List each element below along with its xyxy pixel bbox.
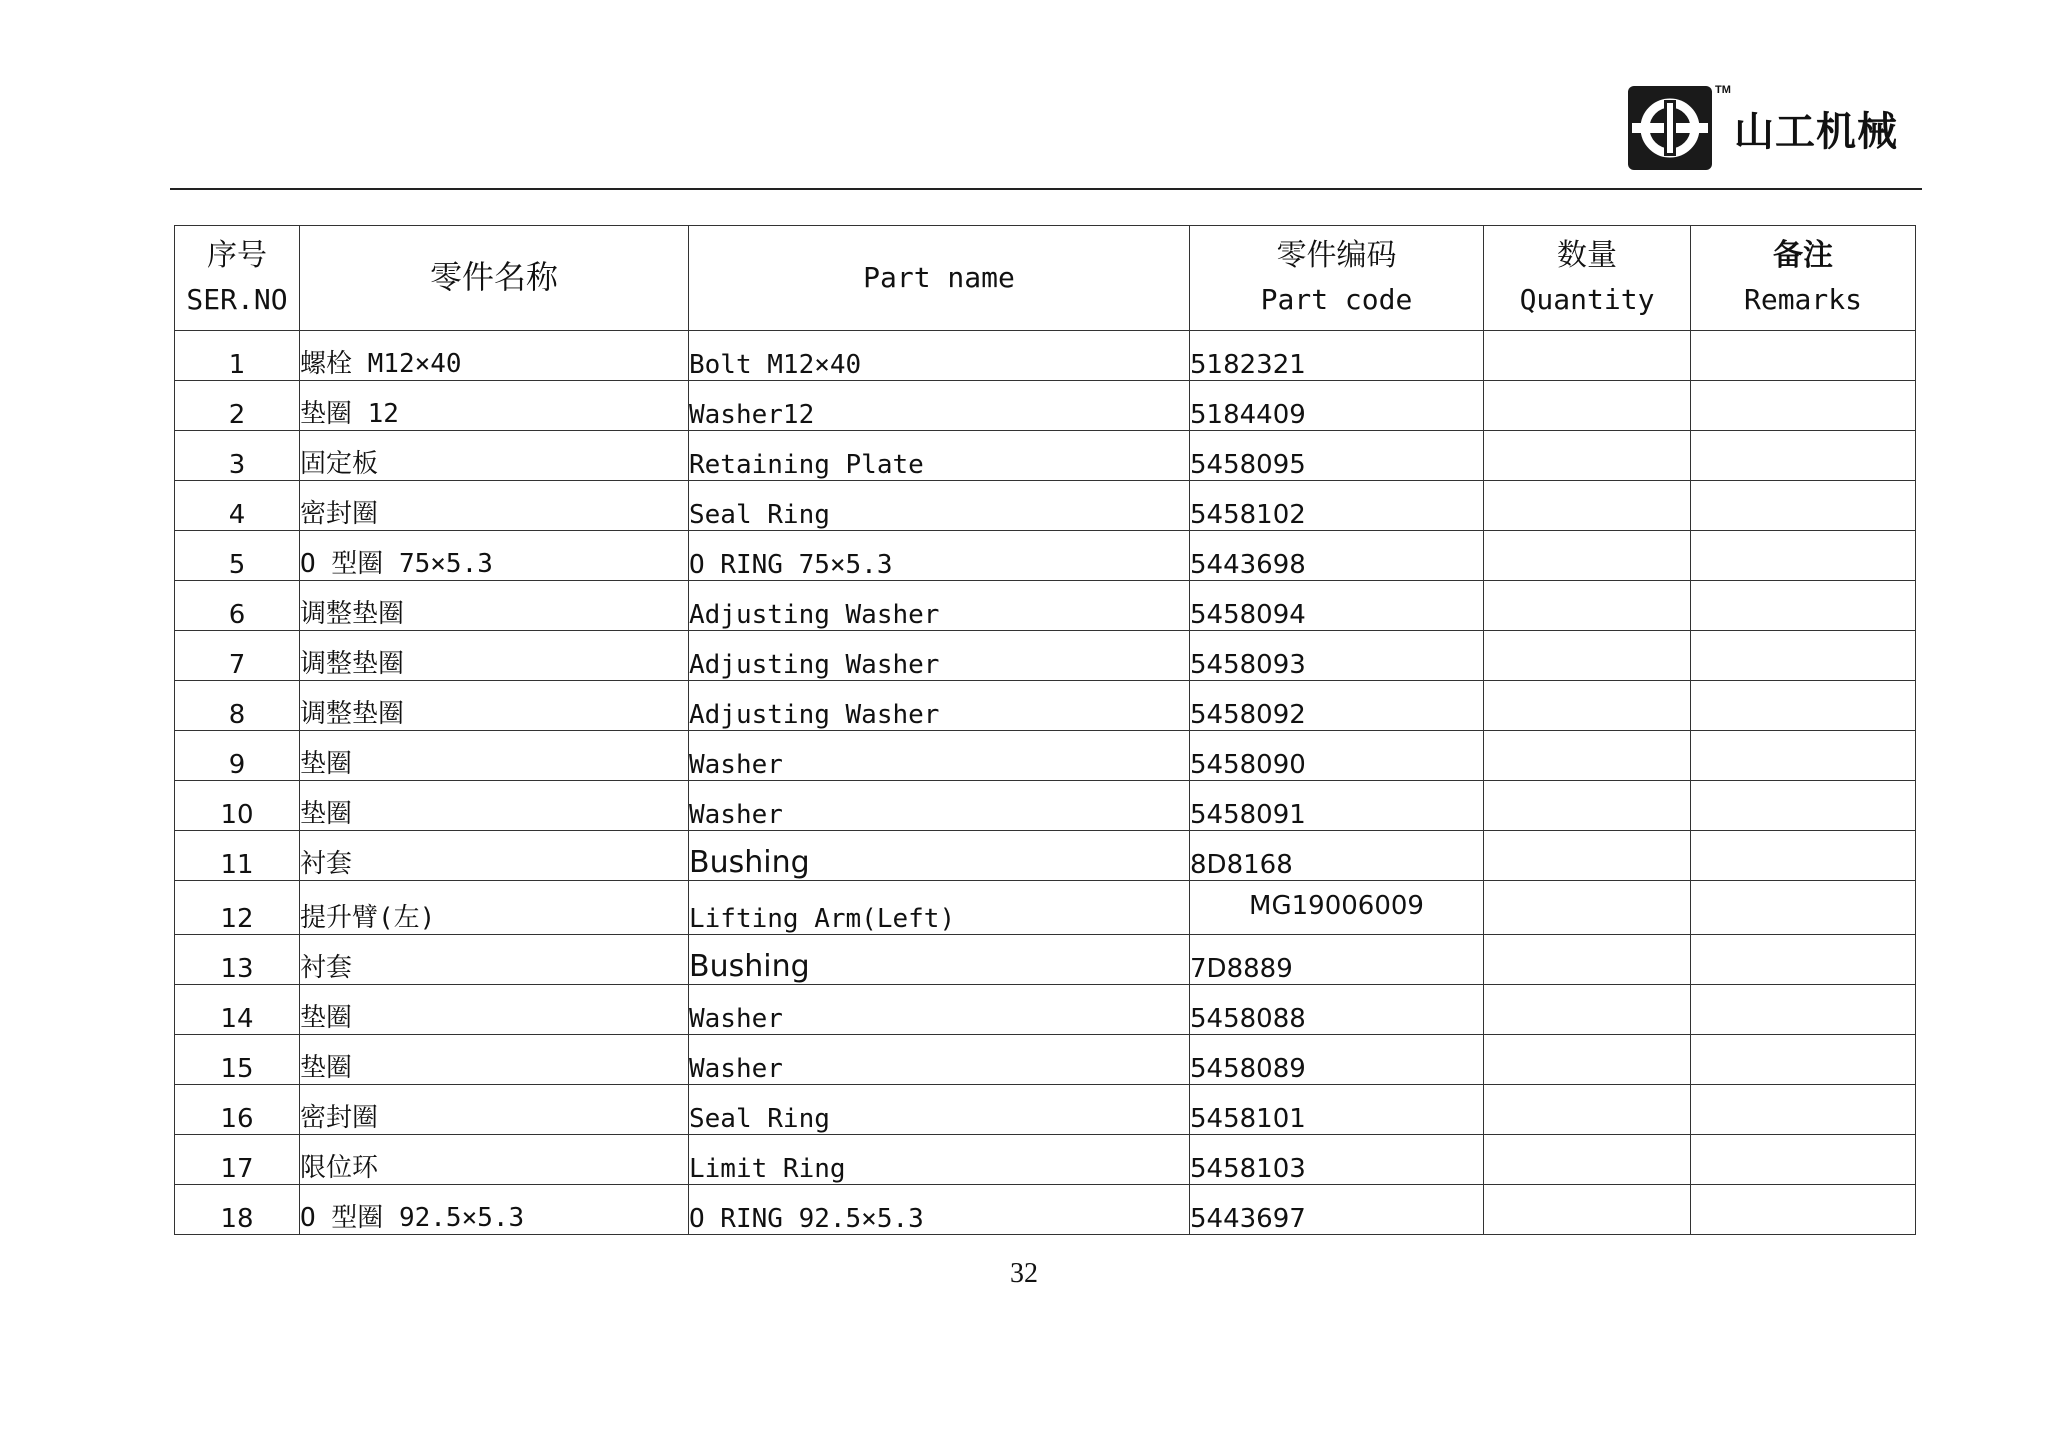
quantity-cell	[1484, 481, 1691, 531]
part-name-cell: Seal Ring	[689, 1085, 1190, 1135]
name-zh-cell: 密封圈	[300, 481, 689, 531]
part-code-cell: 5458091	[1190, 781, 1484, 831]
part-code-cell: 5458088	[1190, 985, 1484, 1035]
part-name-cell: Bushing	[689, 831, 1190, 881]
name-zh-cell: 调整垫圈	[300, 581, 689, 631]
quantity-cell	[1484, 831, 1691, 881]
remarks-cell	[1691, 531, 1916, 581]
quantity-cell	[1484, 631, 1691, 681]
part-name-cell: Bolt M12×40	[689, 331, 1190, 381]
table-row	[175, 331, 1916, 381]
table-row	[175, 631, 1916, 681]
part-code-cell: MG19006009	[1190, 881, 1484, 935]
name-zh-cell: 垫圈	[300, 1035, 689, 1085]
name-zh-cell: O 型圈 92.5×5.3	[300, 1185, 689, 1235]
remarks-cell	[1691, 631, 1916, 681]
remarks-cell	[1691, 381, 1916, 431]
header-name-zh: 零件名称	[300, 226, 689, 331]
part-name-cell: Adjusting Washer	[689, 631, 1190, 681]
part-name-cell: Washer	[689, 781, 1190, 831]
name-zh-cell: 密封圈	[300, 1085, 689, 1135]
ser-no-cell: 11	[175, 831, 300, 881]
page-number: 32	[1010, 1258, 1038, 1289]
header-ser-no: 序号 SER.NO	[175, 226, 300, 331]
table-row	[175, 935, 1916, 985]
remarks-cell	[1691, 781, 1916, 831]
quantity-cell	[1484, 781, 1691, 831]
name-zh-cell: 衬套	[300, 831, 689, 881]
quantity-cell	[1484, 531, 1691, 581]
remarks-cell	[1691, 681, 1916, 731]
part-code-cell: 5458101	[1190, 1085, 1484, 1135]
table-row	[175, 1135, 1916, 1185]
table-row	[175, 1085, 1916, 1135]
quantity-cell	[1484, 431, 1691, 481]
remarks-cell	[1691, 935, 1916, 985]
name-zh-cell: 垫圈	[300, 781, 689, 831]
ser-no-cell: 18	[175, 1185, 300, 1235]
quantity-cell	[1484, 881, 1691, 935]
part-name-cell: O RING 75×5.3	[689, 531, 1190, 581]
table-row	[175, 1035, 1916, 1085]
remarks-cell	[1691, 1085, 1916, 1135]
remarks-cell	[1691, 431, 1916, 481]
quantity-cell	[1484, 1185, 1691, 1235]
quantity-cell	[1484, 1135, 1691, 1185]
name-zh-cell: 衬套	[300, 935, 689, 985]
part-code-cell: 5443697	[1190, 1185, 1484, 1235]
part-code-cell: 5458092	[1190, 681, 1484, 731]
part-name-cell: Seal Ring	[689, 481, 1190, 531]
header-part-name: Part name	[689, 226, 1190, 331]
ser-no-cell: 5	[175, 531, 300, 581]
quantity-cell	[1484, 331, 1691, 381]
part-code-cell: 5458090	[1190, 731, 1484, 781]
parts-table	[174, 225, 1916, 1235]
brand-emblem-icon	[1628, 84, 1731, 170]
brand-name: 山工机械	[1734, 108, 1898, 155]
part-name-cell: Lifting Arm(Left)	[689, 881, 1190, 935]
part-code-cell: 7D8889	[1190, 935, 1484, 985]
part-name-cell: Limit Ring	[689, 1135, 1190, 1185]
ser-no-cell: 6	[175, 581, 300, 631]
remarks-cell	[1691, 881, 1916, 935]
quantity-cell	[1484, 731, 1691, 781]
remarks-cell	[1691, 1135, 1916, 1185]
part-code-cell: 5184409	[1190, 381, 1484, 431]
table-row	[175, 731, 1916, 781]
part-name-cell: Washer	[689, 731, 1190, 781]
remarks-cell	[1691, 731, 1916, 781]
ser-no-cell: 13	[175, 935, 300, 985]
part-code-cell: 8D8168	[1190, 831, 1484, 881]
ser-no-cell: 3	[175, 431, 300, 481]
quantity-cell	[1484, 581, 1691, 631]
name-zh-cell: 调整垫圈	[300, 631, 689, 681]
part-name-cell: O RING 92.5×5.3	[689, 1185, 1190, 1235]
table-row	[175, 831, 1916, 881]
ser-no-cell: 9	[175, 731, 300, 781]
table-row	[175, 985, 1916, 1035]
part-name-cell: Washer12	[689, 381, 1190, 431]
part-name-cell: Retaining Plate	[689, 431, 1190, 481]
part-code-cell: 5458094	[1190, 581, 1484, 631]
ser-no-cell: 10	[175, 781, 300, 831]
trademark-mark: TM	[1715, 84, 1731, 96]
name-zh-cell: 限位环	[300, 1135, 689, 1185]
name-zh-cell: 垫圈 12	[300, 381, 689, 431]
quantity-cell	[1484, 1035, 1691, 1085]
part-code-cell: 5458103	[1190, 1135, 1484, 1185]
brand-logo	[1628, 86, 1898, 170]
table-row	[175, 681, 1916, 731]
quantity-cell	[1484, 985, 1691, 1035]
header-divider	[170, 188, 1922, 190]
remarks-cell	[1691, 831, 1916, 881]
part-name-cell: Adjusting Washer	[689, 681, 1190, 731]
quantity-cell	[1484, 681, 1691, 731]
part-code-cell: 5458089	[1190, 1035, 1484, 1085]
quantity-cell	[1484, 381, 1691, 431]
table-row	[175, 431, 1916, 481]
part-code-cell: 5443698	[1190, 531, 1484, 581]
ser-no-cell: 1	[175, 331, 300, 381]
header-remarks: 备注 Remarks	[1691, 226, 1916, 331]
ser-no-cell: 14	[175, 985, 300, 1035]
name-zh-cell: 垫圈	[300, 731, 689, 781]
table-row	[175, 881, 1916, 935]
name-zh-cell: 调整垫圈	[300, 681, 689, 731]
ser-no-cell: 17	[175, 1135, 300, 1185]
ser-no-cell: 8	[175, 681, 300, 731]
ser-no-cell: 12	[175, 881, 300, 935]
remarks-cell	[1691, 481, 1916, 531]
table-row	[175, 381, 1916, 431]
table-row	[175, 1185, 1916, 1235]
remarks-cell	[1691, 581, 1916, 631]
part-code-cell: 5458093	[1190, 631, 1484, 681]
name-zh-cell: 垫圈	[300, 985, 689, 1035]
remarks-cell	[1691, 331, 1916, 381]
ser-no-cell: 4	[175, 481, 300, 531]
ser-no-cell: 2	[175, 381, 300, 431]
header-quantity: 数量 Quantity	[1484, 226, 1691, 331]
part-name-cell: Bushing	[689, 935, 1190, 985]
name-zh-cell: 螺栓 M12×40	[300, 331, 689, 381]
part-code-cell: 5458102	[1190, 481, 1484, 531]
name-zh-cell: O 型圈 75×5.3	[300, 531, 689, 581]
part-code-cell: 5458095	[1190, 431, 1484, 481]
table-row	[175, 581, 1916, 631]
name-zh-cell: 提升臂(左)	[300, 881, 689, 935]
header-part-code: 零件编码 Part code	[1190, 226, 1484, 331]
table-row	[175, 781, 1916, 831]
part-code-cell: 5182321	[1190, 331, 1484, 381]
table-row	[175, 531, 1916, 581]
table-header-row	[175, 226, 1916, 331]
table-row	[175, 481, 1916, 531]
ser-no-cell: 7	[175, 631, 300, 681]
quantity-cell	[1484, 1085, 1691, 1135]
remarks-cell	[1691, 985, 1916, 1035]
remarks-cell	[1691, 1185, 1916, 1235]
ser-no-cell: 15	[175, 1035, 300, 1085]
part-name-cell: Adjusting Washer	[689, 581, 1190, 631]
remarks-cell	[1691, 1035, 1916, 1085]
quantity-cell	[1484, 935, 1691, 985]
part-name-cell: Washer	[689, 985, 1190, 1035]
part-name-cell: Washer	[689, 1035, 1190, 1085]
name-zh-cell: 固定板	[300, 431, 689, 481]
ser-no-cell: 16	[175, 1085, 300, 1135]
